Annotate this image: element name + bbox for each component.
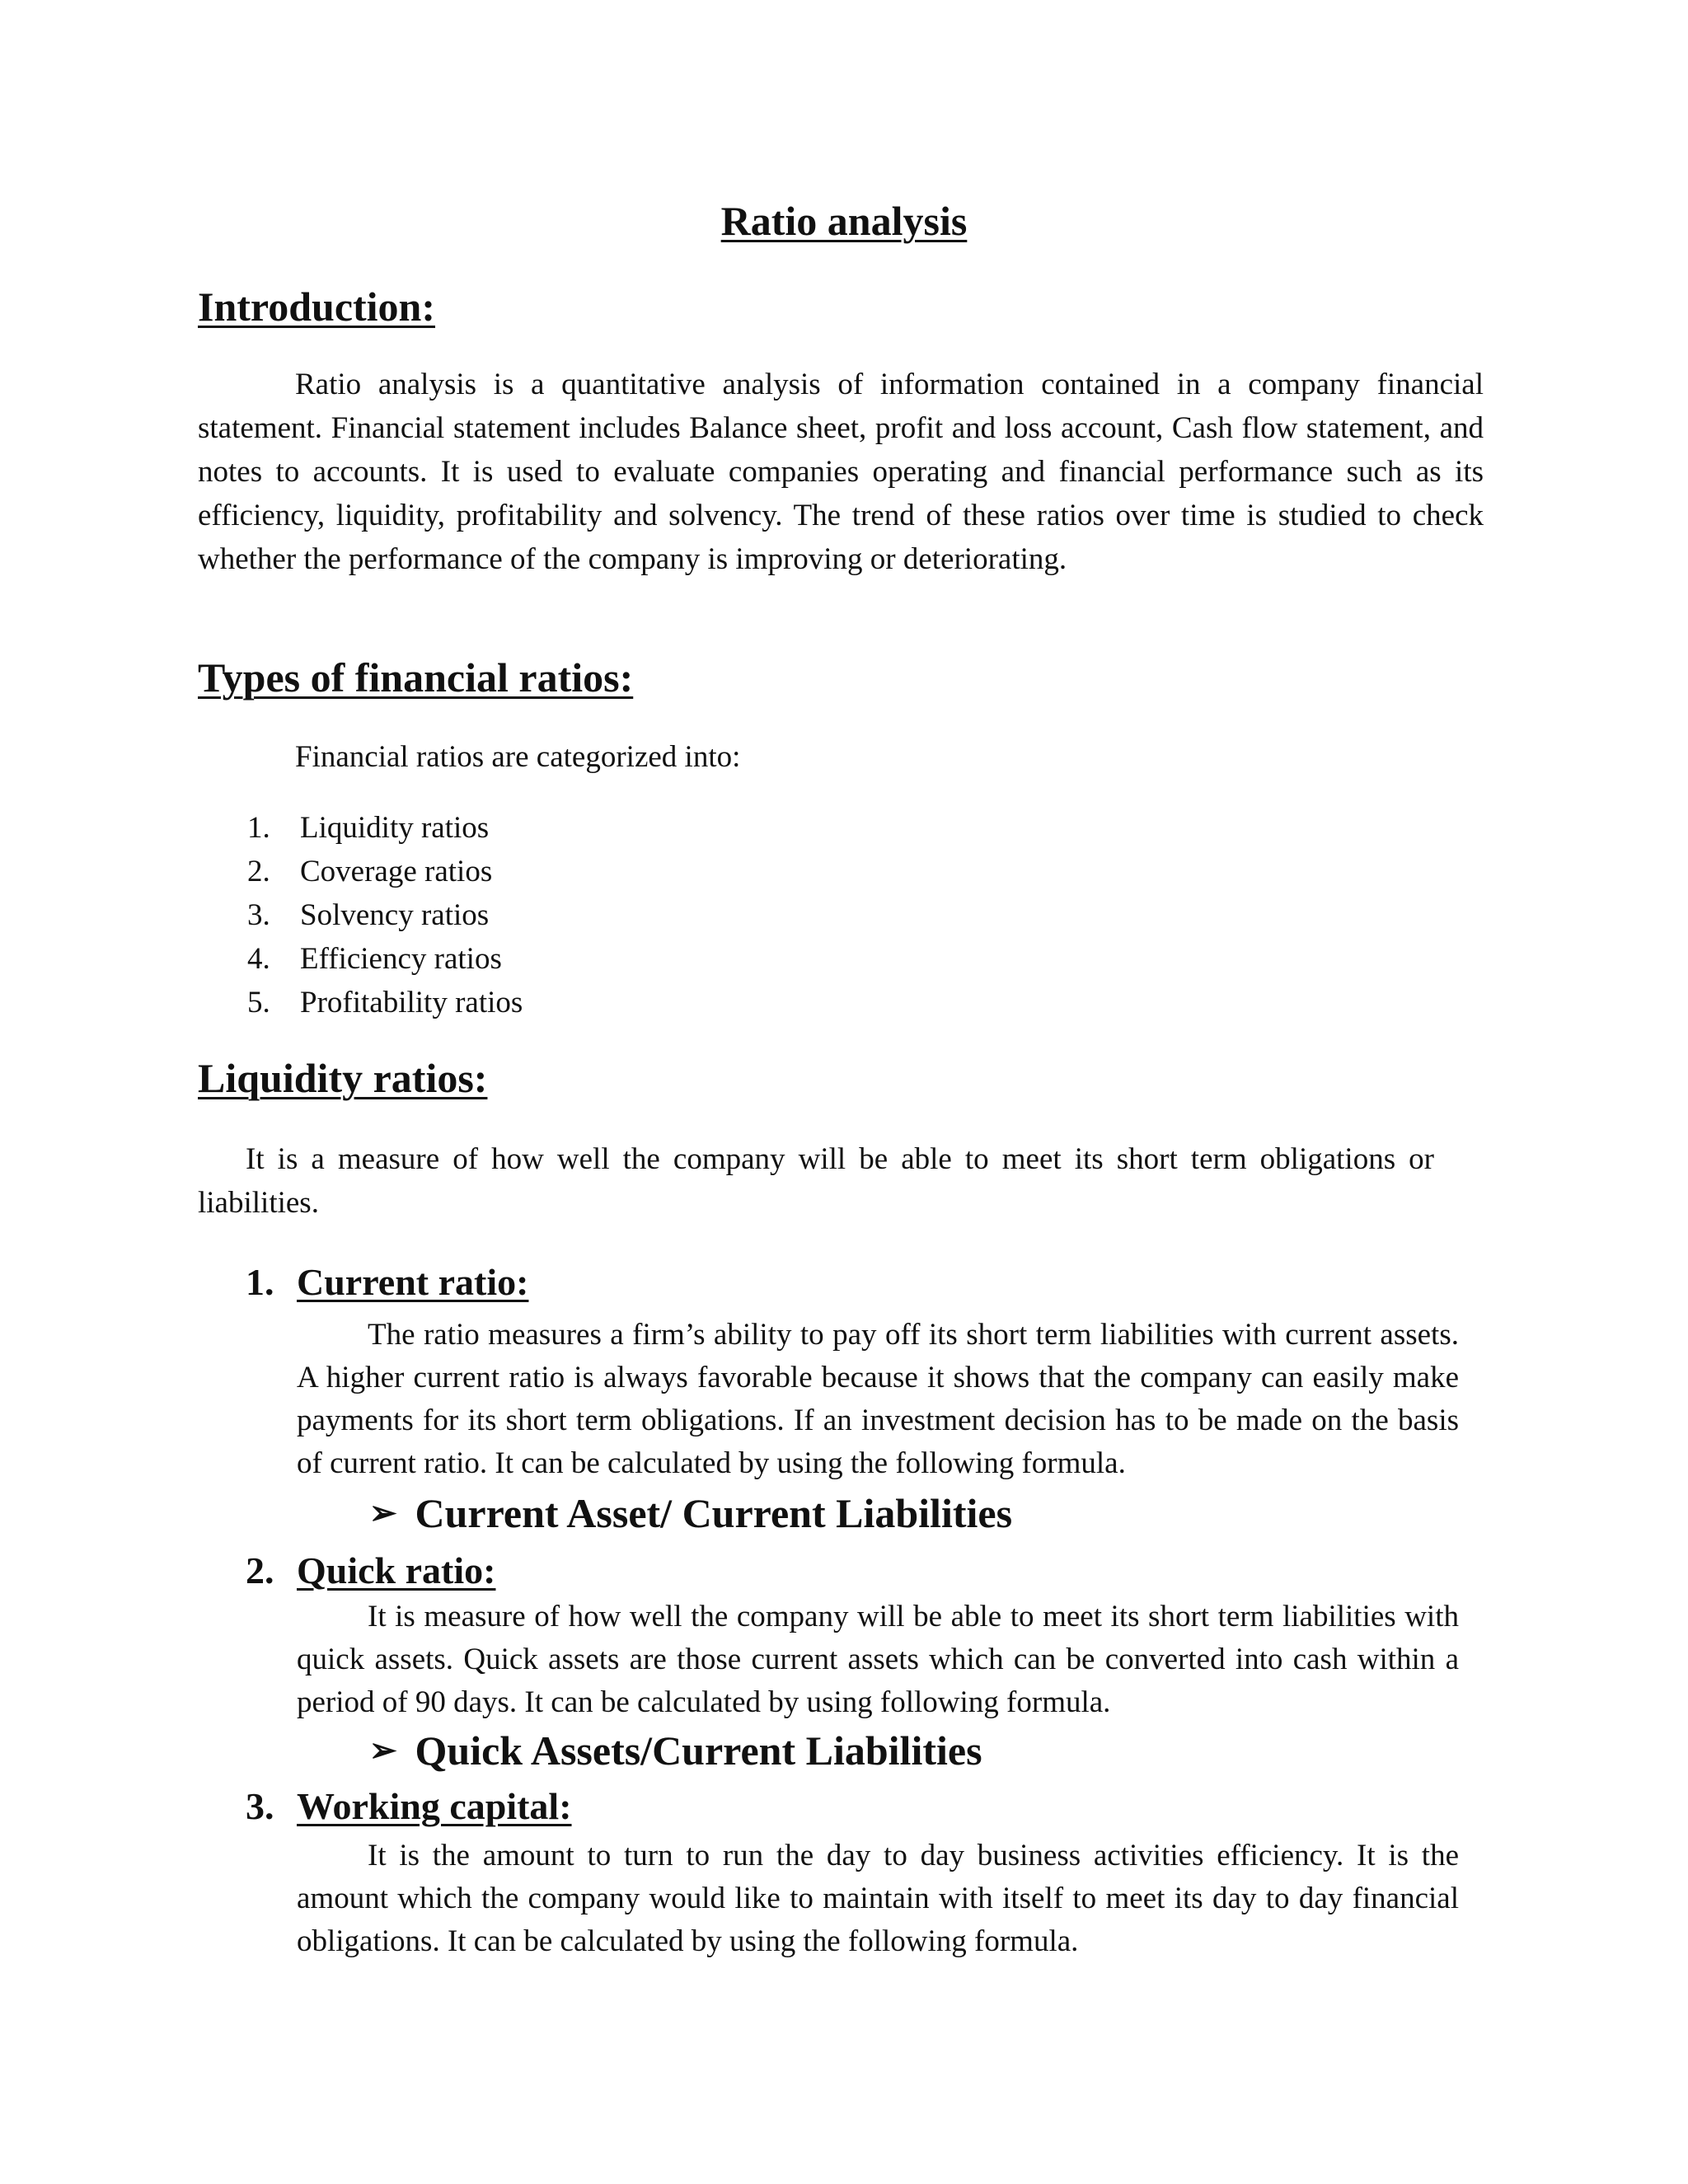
liquidity-paragraph: It is a measure of how well the company will be able to meet its short term obligations or liabilities. (198, 1142, 1434, 1220)
list-item: 1. Liquidity ratios (247, 811, 490, 845)
list-item: 5. Profitability ratios (247, 986, 523, 1019)
list-item: 2. Coverage ratios (247, 855, 493, 888)
arrow-bullet-icon: ➢ (369, 1494, 397, 1531)
introduction-heading: Introduction: (198, 284, 436, 330)
quick-ratio-paragraph: It is measure of how well the company will be able to meet its short term liabilities with quick assets. Quick assets are those current assets which can be converted into cash within a period of 90 days. It can be calculated by using following formula. (297, 1600, 1459, 1719)
current-ratio-paragraph: The ratio measures a firm’s ability to pay off its short term liabilities with current assets. A higher current ratio is always favorable because it shows that the company can easily make payments for its short term obligations. If an investment decision has to be made on the basis of current ratio. It can be calculated by using the following formula. (297, 1318, 1459, 1480)
quick-ratio-formula: ➢ Quick Assets/Current Liabilities (369, 1727, 982, 1774)
working-capital-heading: 3. Working capital: (246, 1785, 572, 1827)
page-title: Ratio analysis (720, 198, 968, 244)
types-heading: Types of financial ratios: (198, 654, 634, 701)
working-capital-paragraph: It is the amount to turn to run the day to day business activities efficiency. It is the amount which the company would like to maintain with itself to meet its day to day financial obligations. It can be calculated by using the following formula. (297, 1839, 1459, 1958)
quick-ratio-heading: 2. Quick ratio: (246, 1549, 496, 1591)
current-ratio-heading: 1. Current ratio: (246, 1261, 529, 1303)
arrow-bullet-icon: ➢ (369, 1732, 397, 1769)
list-item: 3. Solvency ratios (247, 898, 490, 932)
current-ratio-formula: ➢ Current Asset/ Current Liabilities (369, 1490, 1013, 1536)
introduction-paragraph: Ratio analysis is a quantitative analysis of information contained in a company financial statement. Financial statement includes Balance sheet, profit and loss account, Cash flow statement, and notes to accounts. It is used to evaluate companies operating and financial performance such as its efficiency, liquidity, profitability and solvency. The trend of these ratios over time is studied to check whether the performance of the company is improving or deteriorating. (198, 368, 1484, 576)
ratio-types-list (247, 806, 523, 1024)
types-intro: Financial ratios are categorized into: (295, 740, 741, 774)
list-item: 4. Efficiency ratios (247, 942, 502, 976)
liquidity-heading: Liquidity ratios: (198, 1055, 488, 1101)
